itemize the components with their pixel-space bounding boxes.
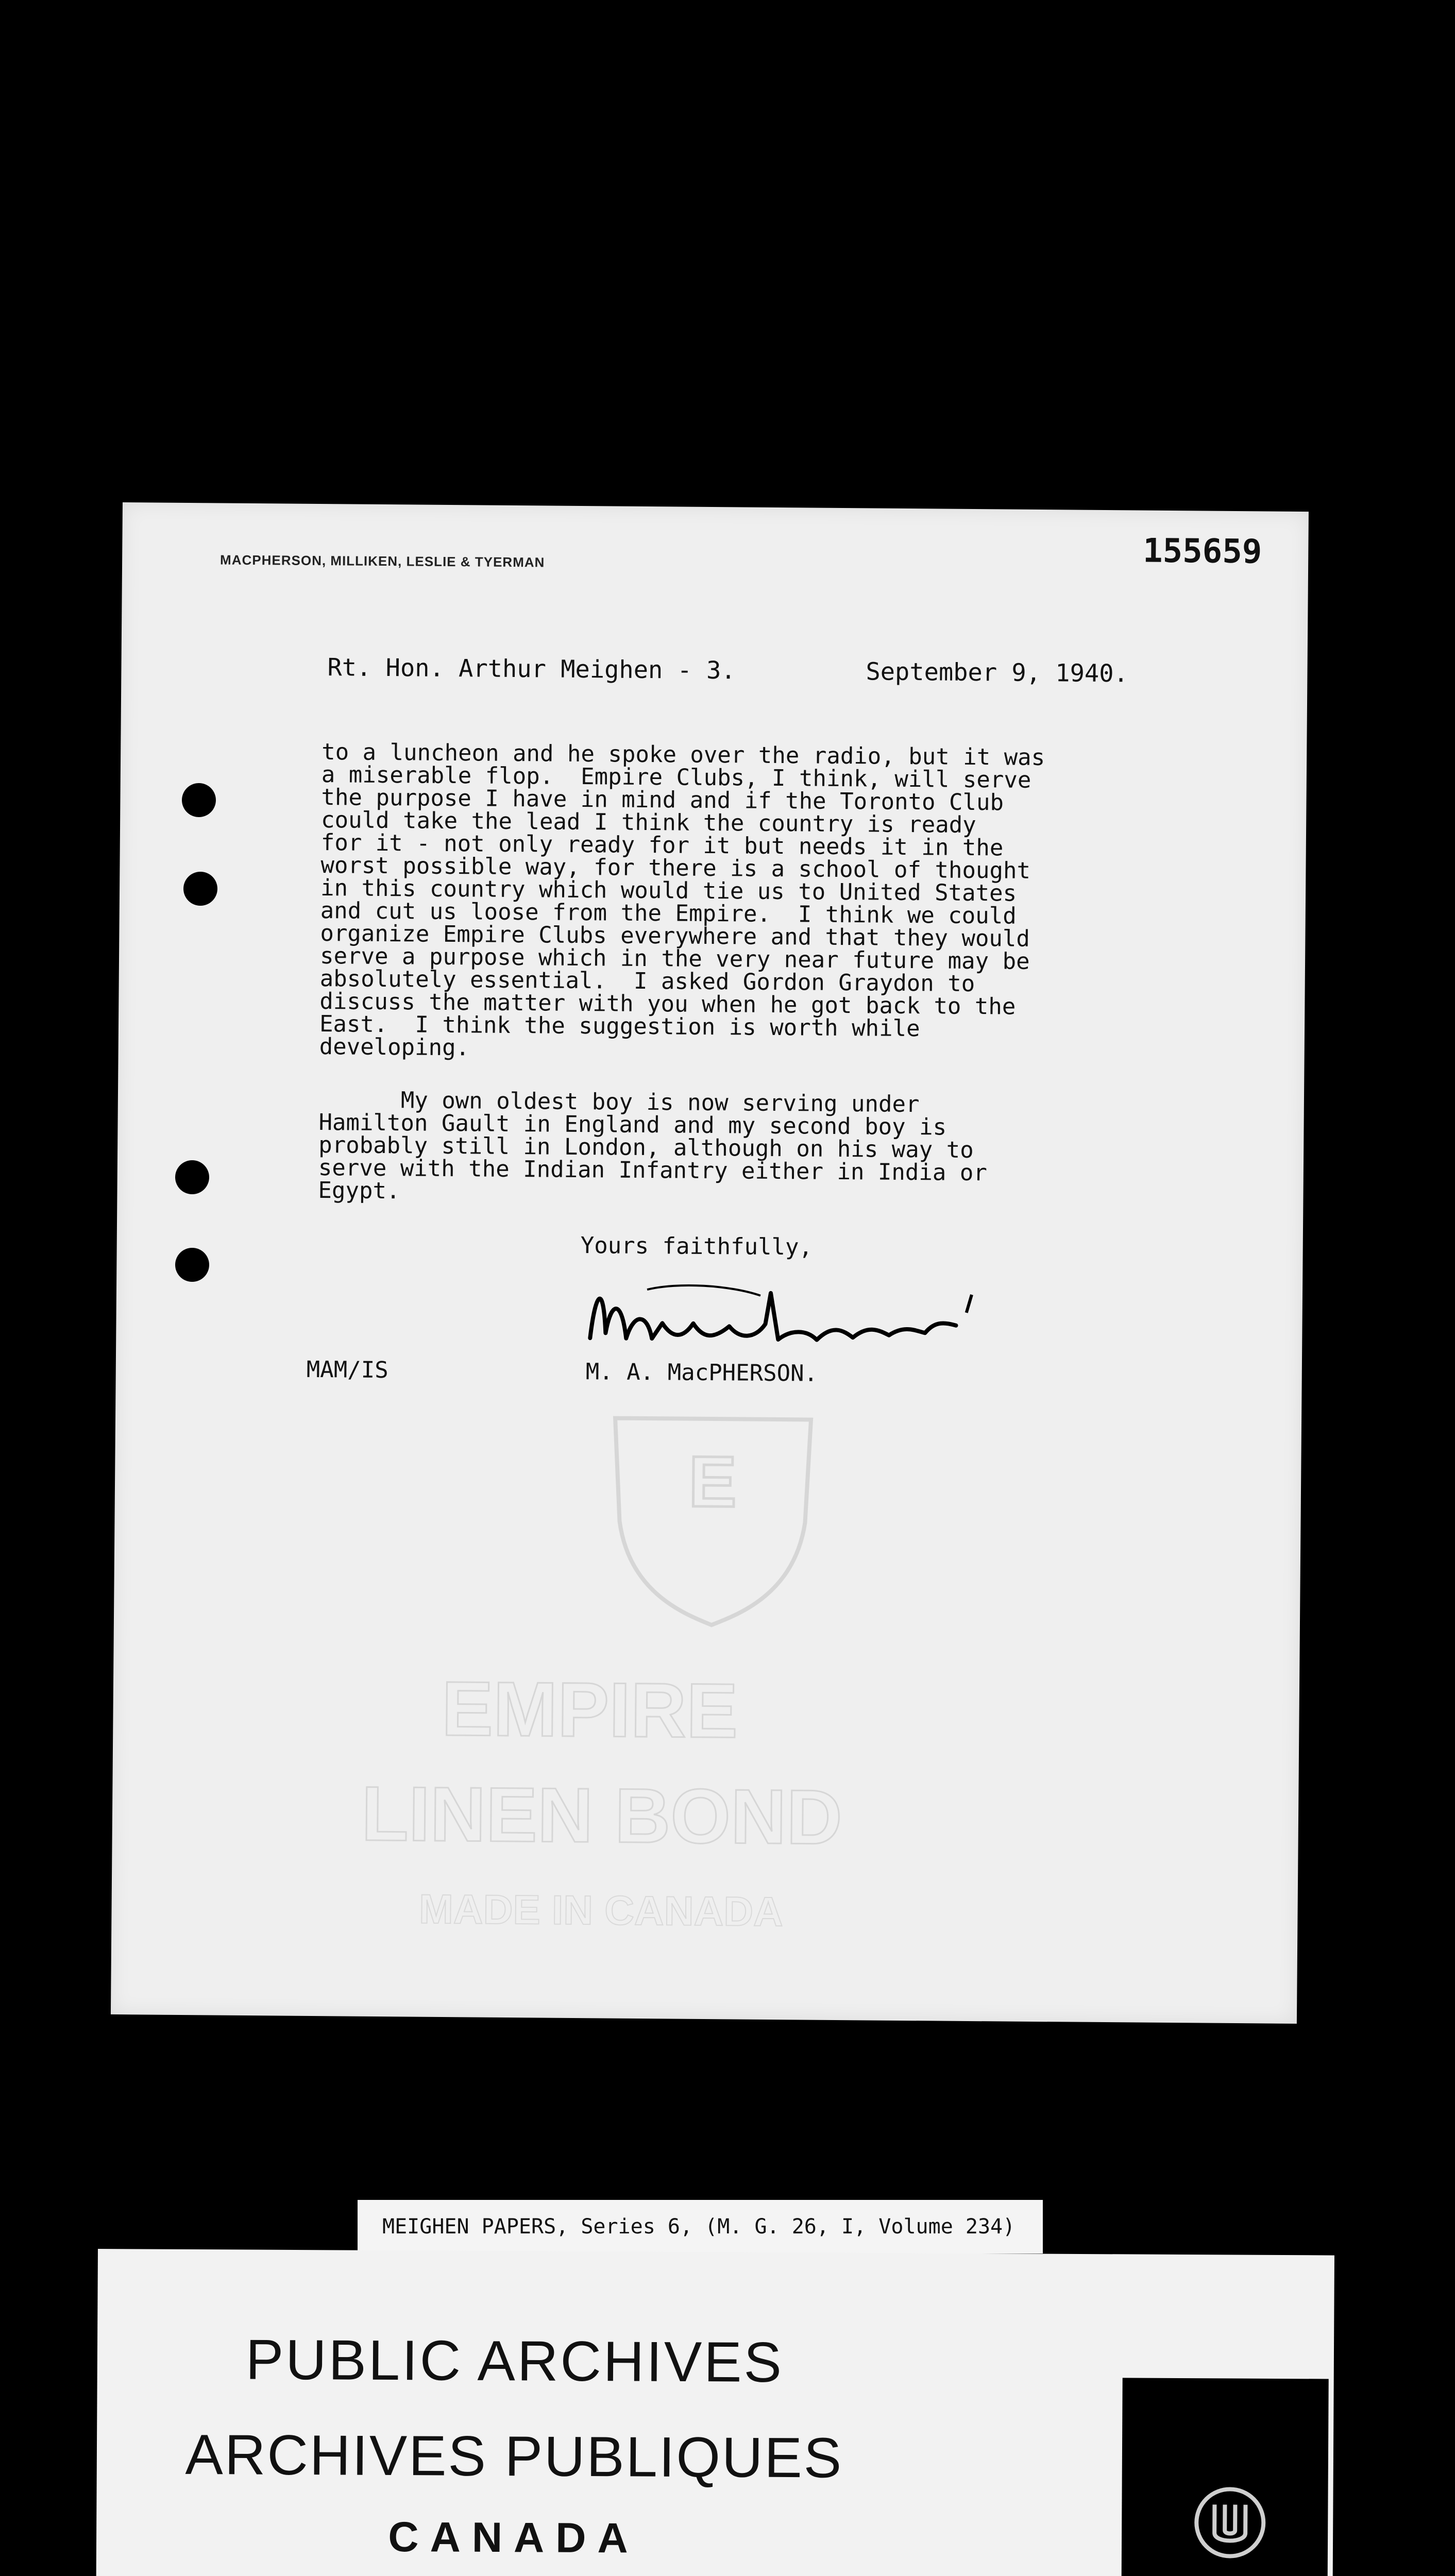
punch-hole	[182, 783, 216, 817]
paragraph-1: to a luncheon and he spoke over the radio, but it was a miserable flop. Empire Clubs, I think, will serve the purpose I have in mind and if the Toronto Club could take the lead I think the country is ready for it - not only ready for it but needs it in the worst possible way, for there is a school of thought in this country which would tie us to United States and cut us loose from the Empire. I think we could organize Empire Clubs everywhere and that they would serve a purpose which in the very near future may be absolutely essential. I asked Gordon Graydon to discuss the matter with you when he got back to the East. I think the suggestion is worth while developing.	[319, 739, 1045, 1061]
document-number: 155659	[1142, 532, 1262, 571]
archive-line-1: PUBLIC ARCHIVES	[245, 2328, 784, 2394]
punch-hole	[183, 872, 217, 906]
svg-text:E: E	[688, 1440, 737, 1522]
typist-initials: MAM/IS	[306, 1356, 388, 1384]
watermark-line-1: EMPIRE	[441, 1665, 738, 1754]
letter-page	[111, 502, 1309, 2024]
archive-line-3: CANADA	[388, 2513, 639, 2562]
letter-date: September 9, 1940.	[866, 657, 1129, 688]
archives-logo-icon	[1191, 2484, 1269, 2562]
closing: Yours faithfully,	[580, 1232, 813, 1261]
signer-name: M. A. MacPHERSON.	[585, 1359, 818, 1387]
archive-line-2: ARCHIVES PUBLIQUES	[185, 2422, 843, 2490]
archive-tab-label: MEIGHEN PAPERS, Series 6, (M. G. 26, I, Volume 234)	[358, 2200, 1043, 2253]
signature	[574, 1261, 1039, 1367]
watermark-line-2: LINEN BOND	[361, 1770, 843, 1861]
punch-hole	[175, 1248, 209, 1282]
archive-card	[96, 2249, 1334, 2576]
addressee-line: Rt. Hon. Arthur Meighen - 3.	[327, 653, 736, 685]
paragraph-2: My own oldest boy is now serving under Hamilton Gault in England and my second boy is probably still in London, although on his way to serve with the Indian Infantry either in India or Egypt.	[318, 1087, 988, 1205]
letterhead: MACPHERSON, MILLIKEN, LESLIE & TYERMAN	[220, 552, 545, 570]
watermark-line-3: MADE IN CANADA	[418, 1886, 784, 1935]
punch-hole	[175, 1160, 209, 1194]
